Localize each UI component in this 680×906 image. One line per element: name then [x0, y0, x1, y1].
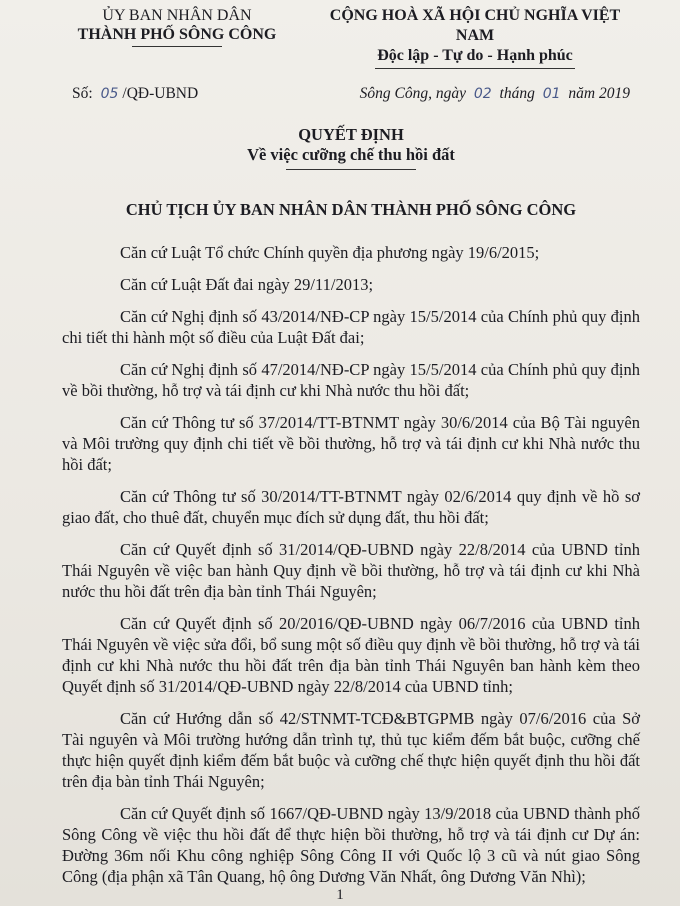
- paragraph: Căn cứ Nghị định số 47/2014/NĐ-CP ngày 15/5/2014 của Chính phủ quy định về bồi thường, hỗ trợ và tái định cư khi Nhà nước thu hồi đất;: [62, 360, 640, 400]
- org-underline: [132, 46, 222, 47]
- date-month-handwritten: 01: [542, 86, 561, 102]
- title-underline: [286, 169, 416, 170]
- title-line-1: QUYẾT ĐỊNH: [298, 125, 404, 144]
- national-motto-block: [310, 6, 640, 69]
- document-title: [62, 125, 640, 170]
- nation-line-1: CỘNG HOÀ XÃ HỘI CHỦ NGHĨA VIỆT NAM: [329, 7, 621, 44]
- doc-no-label: Số:: [72, 85, 93, 102]
- paragraph: Căn cứ Nghị định số 43/2014/NĐ-CP ngày 15/5/2014 của Chính phủ quy định chi tiết thi hành một số điều của Luật Đất đai;: [62, 307, 640, 347]
- paragraph: Căn cứ Luật Tổ chức Chính quyền địa phương ngày 19/6/2015;: [120, 243, 540, 262]
- paragraph: Căn cứ Thông tư số 37/2014/TT-BTNMT ngày 30/6/2014 của Bộ Tài nguyên và Môi trường quy định chi tiết về bồi thường, hỗ trợ và tái định cư khi Nhà nước thu hồi đất;: [62, 413, 640, 474]
- org-line-1: ỦY BAN NHÂN DÂN: [102, 7, 252, 24]
- nation-line-2: Độc lập - Tự do - Hạnh phúc: [377, 47, 573, 64]
- date-year: năm 2019: [568, 85, 630, 102]
- date-month-label: tháng: [499, 85, 535, 102]
- doc-no-suffix: /QĐ-UBND: [122, 85, 199, 102]
- doc-no-handwritten: 05: [100, 86, 119, 102]
- document-body: [62, 242, 640, 887]
- paragraph: Căn cứ Quyết định số 20/2016/QĐ-UBND ngày 06/7/2016 của UBND tỉnh Thái Nguyên về việc sửa đổi, bổ sung một số điều quy định về bồi thường, hỗ trợ và tái định cư khi Nhà nước thu hồi đất trên địa bàn tỉnh Thái Nguyên ban hành kèm theo Quyết định số 31/2014/QĐ-UBND ngày 22/8/2014 của UBND tỉnh;: [62, 614, 640, 696]
- org-line-2: THÀNH PHỐ SÔNG CÔNG: [77, 26, 277, 43]
- number-date-row: [62, 85, 640, 103]
- document-header: [62, 0, 640, 69]
- paragraph: Căn cứ Thông tư số 30/2014/TT-BTNMT ngày 02/6/2014 quy định về hồ sơ giao đất, cho thuê đất, chuyển mục đích sử dụng đất, thu hồi đất;: [62, 487, 640, 527]
- paragraph: Căn cứ Quyết định số 31/2014/QĐ-UBND ngày 22/8/2014 của UBND tỉnh Thái Nguyên về việc ban hành Quy định về bồi thường, hỗ trợ và tái định cư khi Nhà nước thu hồi đất trên địa bàn tỉnh Thái Nguyên;: [62, 540, 640, 601]
- document-date: [360, 85, 640, 103]
- date-day-handwritten: 02: [473, 86, 492, 102]
- paragraph: Căn cứ Hướng dẫn số 42/STNMT-TCĐ&BTGPMB ngày 07/6/2016 của Sở Tài nguyên và Môi trường hướng dẫn trình tự, thủ tục kiểm đếm bắt buộc, cưỡng chế thực hiện quyết định kiểm đếm bắt buộc và cưỡng chế thực hiện quyết định thu hồi đất trên địa bàn tỉnh Thái Nguyên;: [62, 709, 640, 791]
- paragraph: Căn cứ Quyết định số 1667/QĐ-UBND ngày 13/9/2018 của UBND thành phố Sông Công về việc thu hồi đất để thực hiện bồi thường, hỗ trợ và tái định cư Dự án: Đường 36m nối Khu công nghiệp Sông Công II với Quốc lộ 3 cũ và nút giao Sông Công (địa phận xã Tân Quang, hộ ông Dương Văn Nhất, ông Dương Văn Nhì);: [62, 804, 640, 886]
- issuing-authority-block: [62, 6, 292, 69]
- page-number: 1: [336, 887, 344, 903]
- document-number: [62, 85, 198, 103]
- paragraph: Căn cứ Luật Đất đai ngày 29/11/2013;: [120, 275, 374, 294]
- authority-heading: CHỦ TỊCH ỦY BAN NHÂN DÂN THÀNH PHỐ SÔNG CÔNG: [125, 200, 577, 219]
- date-place: Sông Công, ngày: [359, 85, 466, 102]
- nation-underline: [375, 68, 575, 69]
- title-line-2: Về việc cưỡng chế thu hồi đất: [247, 145, 455, 164]
